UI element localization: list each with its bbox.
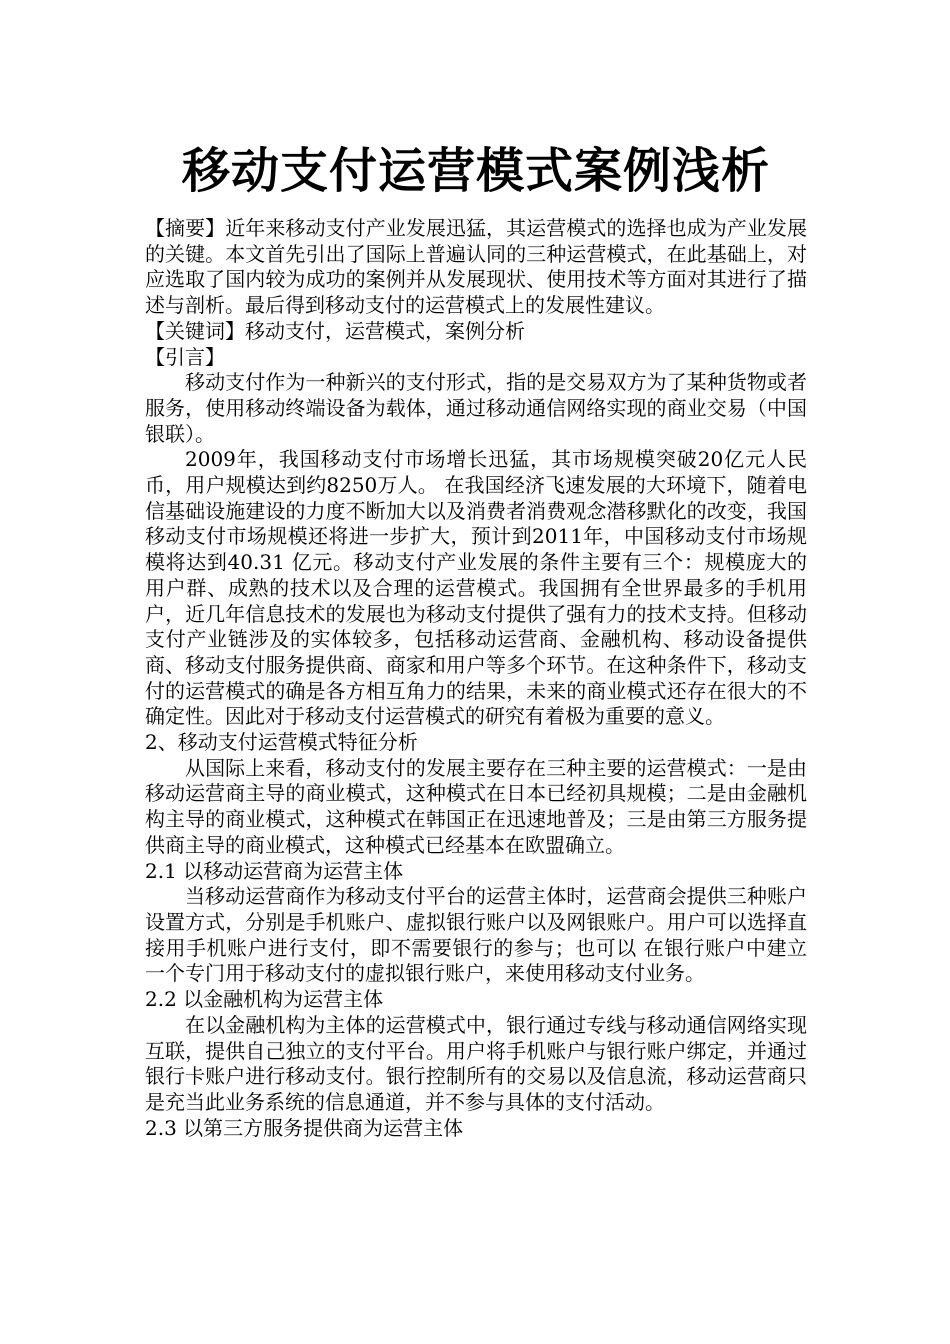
section-2-1-paragraph: 当移动运营商作为移动支付平台的运营主体时，运营商会提供三种账户设置方式，分别是手机账户、虚拟银行账户以及网银账户。用户可以选择直接用手机账户进行支付，即不需要银行的参与；也可以 在银行账户中建立一个专门用于移动支付的虚拟银行账户，来使用移动支付业务。 bbox=[145, 884, 807, 986]
section-2-1-heading: 2.1 以移动运营商为运营主体 bbox=[145, 858, 404, 883]
document-page bbox=[145, 120, 807, 1141]
section-2-2-heading: 2.2 以金融机构为运营主体 bbox=[145, 987, 384, 1012]
section-2-paragraph: 从国际上来看，移动支付的发展主要存在三种主要的运营模式：一是由移动运营商主导的商业模式，这种模式在日本已经初具规模；二是由金融机构主导的商业模式，这种模式在韩国正在迅速地普及；三是由第三方服务提供商主导的商业模式，这种模式已经基本在欧盟确立。 bbox=[145, 755, 807, 857]
section-2-3-heading: 2.3 以第三方服务提供商为运营主体 bbox=[145, 1115, 464, 1140]
document-title: 移动支付运营模式案例浅析 bbox=[181, 143, 770, 199]
intro-paragraph-2: 2009年，我国移动支付市场增长迅猛，其市场规模突破20亿元人民币，用户规模达到约8250万人。 在我国经济飞速发展的大环境下，随着电信基础设施建设的力度不断加大以及消费者消费观念潜移默化的改变，我国移动支付市场规模还将进一步扩大，预计到2011年，中国移动支付市场规模将达到40.31 亿元。移动支付产业发展的条件主要有三个：规模庞大的用户群、成熟的技术以及合理的运营模式。我国拥有全世界最多的手机用户，近几年信息技术的发展也为移动支付提供了强有力的技术支持。但移动支付产业链涉及的实体较多，包括移动运营商、金融机构、移动设备提供商、移动支付服务提供商、商家和用户等多个环节。在这种条件下，移动支付的运营模式的确是各方相互角力的结果，未来的商业模式还存在很大的不确定性。因此对于移动支付运营模式的研究有着极为重要的意义。 bbox=[145, 447, 807, 729]
section-2-heading: 2、移动支付运营模式特征分析 bbox=[145, 730, 418, 755]
intro-paragraph-1: 移动支付作为一种新兴的支付形式，指的是交易双方为了某种货物或者服务，使用移动终端设备为载体，通过移动通信网络实现的商业交易（中国银联）。 bbox=[145, 370, 807, 446]
intro-heading: 【引言】 bbox=[145, 344, 225, 369]
section-2-2-paragraph: 在以金融机构为主体的运营模式中，银行通过专线与移动通信网络实现互联，提供自己独立的支付平台。用户将手机账户与银行账户绑定，并通过银行卡账户进行移动支付。银行控制所有的交易以及信息流，移动运营商只是充当此业务系统的信息通道，并不参与具体的支付活动。 bbox=[145, 1012, 807, 1114]
abstract-paragraph: 【摘要】近年来移动支付产业发展迅猛，其运营模式的选择也成为产业发展的关键。本文首先引出了国际上普遍认同的三种运营模式，在此基础上，对应选取了国内较为成功的案例并从发展现状、使用技术等方面对其进行了描述与剖析。最后得到移动支付的运营模式上的发展性建议。 bbox=[145, 216, 807, 318]
keywords-paragraph: 【关键词】移动支付，运营模式，案例分析 bbox=[145, 318, 525, 343]
